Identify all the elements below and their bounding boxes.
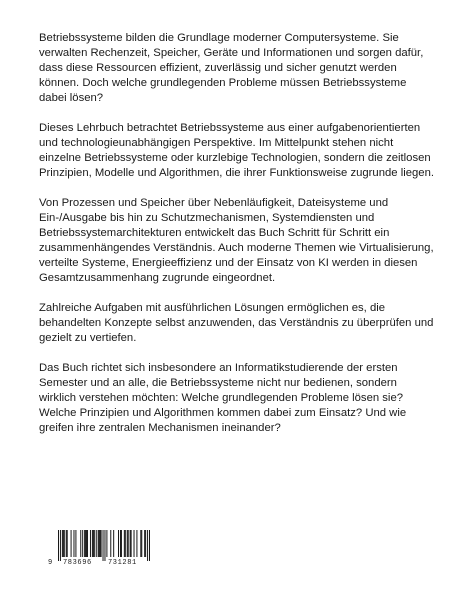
barcode-bar	[130, 530, 131, 557]
barcode-bar	[134, 530, 135, 557]
barcode-bar	[87, 530, 88, 557]
barcode-bar	[63, 530, 64, 557]
paragraph-topics: Von Prozessen und Speicher über Nebenläufigkeit, Dateisysteme und Ein-/Ausgabe bis hin zu Schutzmechanismen, Systemdiensten und Betriebssystemarchitekturen entwickelt das Buch Schritt für Schritt ein zusammenhängendes Verständnis. Auch moderne Themen wie Virtualisierung, verteilte Systeme, Energieeffizienz und der Einsatz von KI werden in diesen Gesamtzusammenhang zugrunde eingeordnet.	[39, 197, 434, 284]
barcode-bars	[58, 530, 150, 562]
barcode-bar	[96, 530, 97, 557]
barcode-bar	[125, 530, 126, 557]
barcode-bar	[101, 530, 102, 557]
barcode-bar	[93, 530, 94, 557]
barcode-bar	[128, 530, 129, 557]
barcode-bar	[66, 530, 67, 557]
barcode-bar	[149, 530, 150, 561]
barcode-bar	[73, 530, 74, 557]
barcode-bar	[106, 530, 107, 557]
barcode-bar	[92, 530, 93, 557]
barcode-bar	[144, 530, 145, 557]
barcode-bar	[62, 530, 63, 557]
barcode-bar	[118, 530, 119, 557]
barcode-bar	[67, 530, 68, 557]
barcode-bar	[58, 530, 59, 561]
barcode-bar	[75, 530, 76, 557]
barcode-bar	[71, 530, 72, 557]
blurb-text	[39, 31, 435, 451]
barcode-bar	[82, 530, 83, 557]
paragraph-exercises: Zahlreiche Aufgaben mit ausführlichen Lösungen ermöglichen es, die behandelten Konzepte selbst anzuwenden, das Verständnis zu überprüfen und gezielt zu vertiefen.	[39, 302, 434, 344]
barcode-bar	[120, 530, 121, 557]
barcode-left-digits: 783696	[63, 559, 92, 567]
barcode-bar	[80, 530, 81, 557]
barcode-bar	[136, 530, 137, 557]
barcode-bar	[64, 530, 65, 557]
barcode-bar	[99, 530, 100, 557]
barcode-bar	[121, 530, 122, 557]
barcode-bar	[124, 530, 125, 557]
paragraph-perspective: Dieses Lehrbuch betrachtet Betriebssysteme aus einer aufgabenorientierten und technologieunabhängigen Perspektive. Im Mittelpunkt stehen nicht einzelne Betriebssysteme oder kurzlebige Technologien, sondern die zeitlosen Prinzipien, Modelle und Algorithmen, die ihrer Funktionsweise zugrunde liegen.	[39, 122, 434, 179]
barcode-bar	[94, 530, 95, 557]
barcode-bar	[145, 530, 146, 557]
barcode-bar	[147, 530, 148, 561]
barcode-bar	[90, 530, 91, 557]
barcode-bar	[85, 530, 86, 557]
barcode-bar	[141, 530, 142, 557]
barcode-bar	[104, 530, 105, 561]
barcode-bar	[131, 530, 132, 557]
barcode-bar	[86, 530, 87, 557]
paragraph-audience: Das Buch richtet sich insbesondere an Informatikstudierende der ersten Semester und an alle, die Betriebssysteme nicht nur bedienen, sondern wirklich verstehen möchten: Welche grundlegenden Probleme lösen sie? Welche Prinzipien und Algorithmen kommen dabei zum Einsatz? Und wie greifen ihre zentralen Mechanismen ineinander?	[39, 362, 407, 434]
barcode-first-digit: 9	[48, 559, 53, 567]
barcode-bar	[110, 530, 111, 557]
barcode-bar	[127, 530, 128, 557]
barcode-bar	[84, 530, 85, 557]
barcode-bar	[140, 530, 141, 557]
paragraph-intro: Betriebssysteme bilden die Grundlage moderner Computersysteme. Sie verwalten Rechenzeit, Speicher, Geräte und Informationen und sorgen dafür, dass diese Ressourcen effizient, zuverlässig und sicher genutzt werden können. Doch welche grundlegenden Probleme müssen Betriebssysteme dabei lösen?	[39, 32, 424, 104]
barcode-bar	[103, 530, 104, 561]
isbn-barcode	[48, 530, 152, 572]
barcode-bar	[113, 530, 114, 557]
barcode-right-digits: 731281	[108, 559, 137, 567]
barcode-bar	[100, 530, 101, 557]
barcode-bar	[60, 530, 61, 561]
barcode-bar	[98, 530, 99, 557]
